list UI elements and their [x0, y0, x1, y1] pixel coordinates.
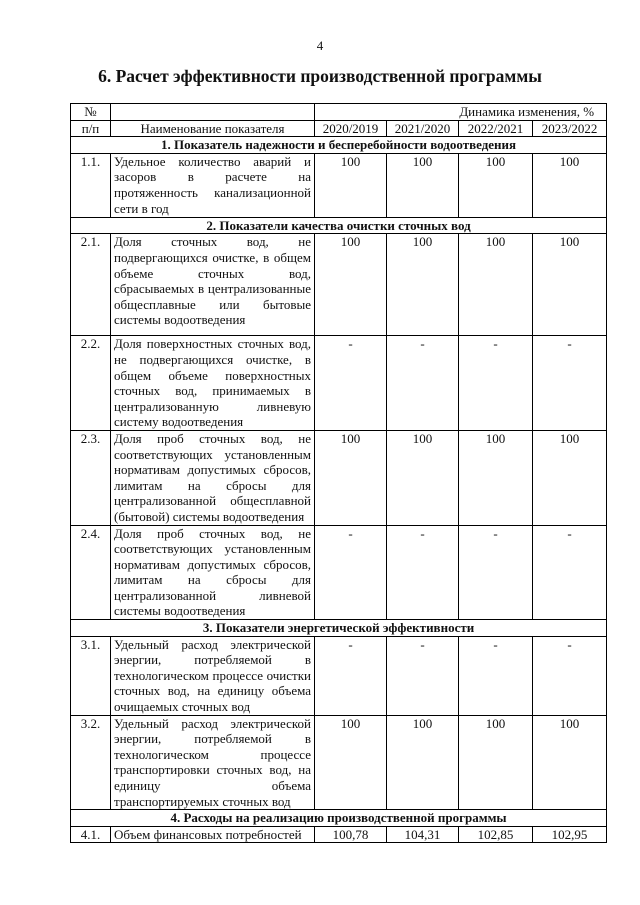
- row-number: 4.1.: [71, 826, 111, 843]
- indicator-name: Доля поверхностных сточных вод, не подвергающихся очистке, в общем объеме поверхностных сточных вод, принимаемых в централизованную ливневую систему водоотведения: [111, 336, 315, 431]
- indicator-value: 100: [387, 153, 459, 217]
- header-row-2: [71, 120, 607, 137]
- indicator-value: -: [459, 636, 533, 715]
- indicator-value: 104,31: [387, 826, 459, 843]
- row-number: 2.4.: [71, 525, 111, 620]
- table-row: [71, 336, 607, 431]
- indicator-value: -: [315, 636, 387, 715]
- section-row: [71, 217, 607, 234]
- indicator-value: 100: [315, 430, 387, 525]
- header-year: 2023/2022: [533, 120, 607, 137]
- section-row: [71, 810, 607, 827]
- indicator-value: -: [387, 336, 459, 431]
- header-num-top: №: [71, 104, 111, 121]
- indicator-value: 100: [315, 153, 387, 217]
- header-row-1: [71, 104, 607, 121]
- page-number: 4: [316, 38, 324, 53]
- indicator-value: 100: [459, 430, 533, 525]
- table-row: [71, 153, 607, 217]
- section-title: 2. Показатели качества очистки сточных вод: [71, 217, 607, 234]
- indicator-value: -: [387, 636, 459, 715]
- indicators-table: [70, 103, 607, 843]
- header-year: 2022/2021: [459, 120, 533, 137]
- indicator-value: 100: [533, 234, 607, 336]
- indicator-value: 102,85: [459, 826, 533, 843]
- indicator-name: Удельный расход электрической энергии, потребляемой в технологическом процессе транспортировки сточных вод, на единицу объема транспортируемых сточных вод: [111, 715, 315, 810]
- indicator-value: 100: [387, 234, 459, 336]
- indicator-value: 100: [533, 430, 607, 525]
- table-row: [71, 636, 607, 715]
- header-num-bottom: п/п: [71, 120, 111, 137]
- row-number: 2.3.: [71, 430, 111, 525]
- section-title: 3. Показатели энергетической эффективности: [71, 620, 607, 637]
- indicator-name: Доля сточных вод, не подвергающихся очистке, в общем объеме сточных вод, сбрасываемых в централизованные общесплавные или бытовые системы водоотведения: [111, 234, 315, 336]
- header-dynamics: Динамика изменения, %: [315, 104, 607, 121]
- row-number: 2.2.: [71, 336, 111, 431]
- header-name-blank: [111, 104, 315, 121]
- page-title: 6. Расчет эффективности производственной программы: [98, 66, 542, 86]
- table-body: [71, 104, 607, 843]
- indicator-value: -: [315, 525, 387, 620]
- header-name: Наименование показателя: [111, 120, 315, 137]
- indicator-value: -: [533, 636, 607, 715]
- indicator-value: 100: [459, 153, 533, 217]
- table-row: [71, 525, 607, 620]
- row-number: 3.2.: [71, 715, 111, 810]
- indicator-value: 100: [533, 715, 607, 810]
- table-row: [71, 234, 607, 336]
- section-title: 4. Расходы на реализацию производственной программы: [71, 810, 607, 827]
- section-row: [71, 137, 607, 154]
- indicator-value: 100: [387, 715, 459, 810]
- table-row: [71, 715, 607, 810]
- indicator-value: 102,95: [533, 826, 607, 843]
- indicator-value: 100,78: [315, 826, 387, 843]
- header-year: 2021/2020: [387, 120, 459, 137]
- indicator-value: -: [533, 525, 607, 620]
- indicator-value: 100: [459, 715, 533, 810]
- indicator-value: -: [315, 336, 387, 431]
- indicator-name: Удельное количество аварий и засоров в расчете на протяженность канализационной сети в год: [111, 153, 315, 217]
- row-number: 1.1.: [71, 153, 111, 217]
- header-year: 2020/2019: [315, 120, 387, 137]
- indicator-name: Удельный расход электрической энергии, потребляемой в технологическом процессе очистки сточных вод, на единицу объема очищаемых сточных вод: [111, 636, 315, 715]
- indicator-value: -: [387, 525, 459, 620]
- indicator-value: -: [459, 336, 533, 431]
- section-row: [71, 620, 607, 637]
- indicator-name: Доля проб сточных вод, не соответствующих установленным нормативам допустимых сбросов, лимитам на сбросы для централизованной общесплавной (бытовой) системы водоотведения: [111, 430, 315, 525]
- indicator-value: -: [459, 525, 533, 620]
- table-row: [71, 826, 607, 843]
- indicator-value: -: [533, 336, 607, 431]
- indicator-value: 100: [387, 430, 459, 525]
- section-title: 1. Показатель надежности и бесперебойности водоотведения: [71, 137, 607, 154]
- indicator-value: 100: [315, 234, 387, 336]
- indicator-value: 100: [459, 234, 533, 336]
- row-number: 2.1.: [71, 234, 111, 336]
- indicator-name: Объем финансовых потребностей: [111, 826, 315, 843]
- indicator-value: 100: [533, 153, 607, 217]
- indicator-name: Доля проб сточных вод, не соответствующих установленным нормативам допустимых сбросов, лимитам на сбросы для централизованной ливневой системы водоотведения: [111, 525, 315, 620]
- table-row: [71, 430, 607, 525]
- indicator-value: 100: [315, 715, 387, 810]
- row-number: 3.1.: [71, 636, 111, 715]
